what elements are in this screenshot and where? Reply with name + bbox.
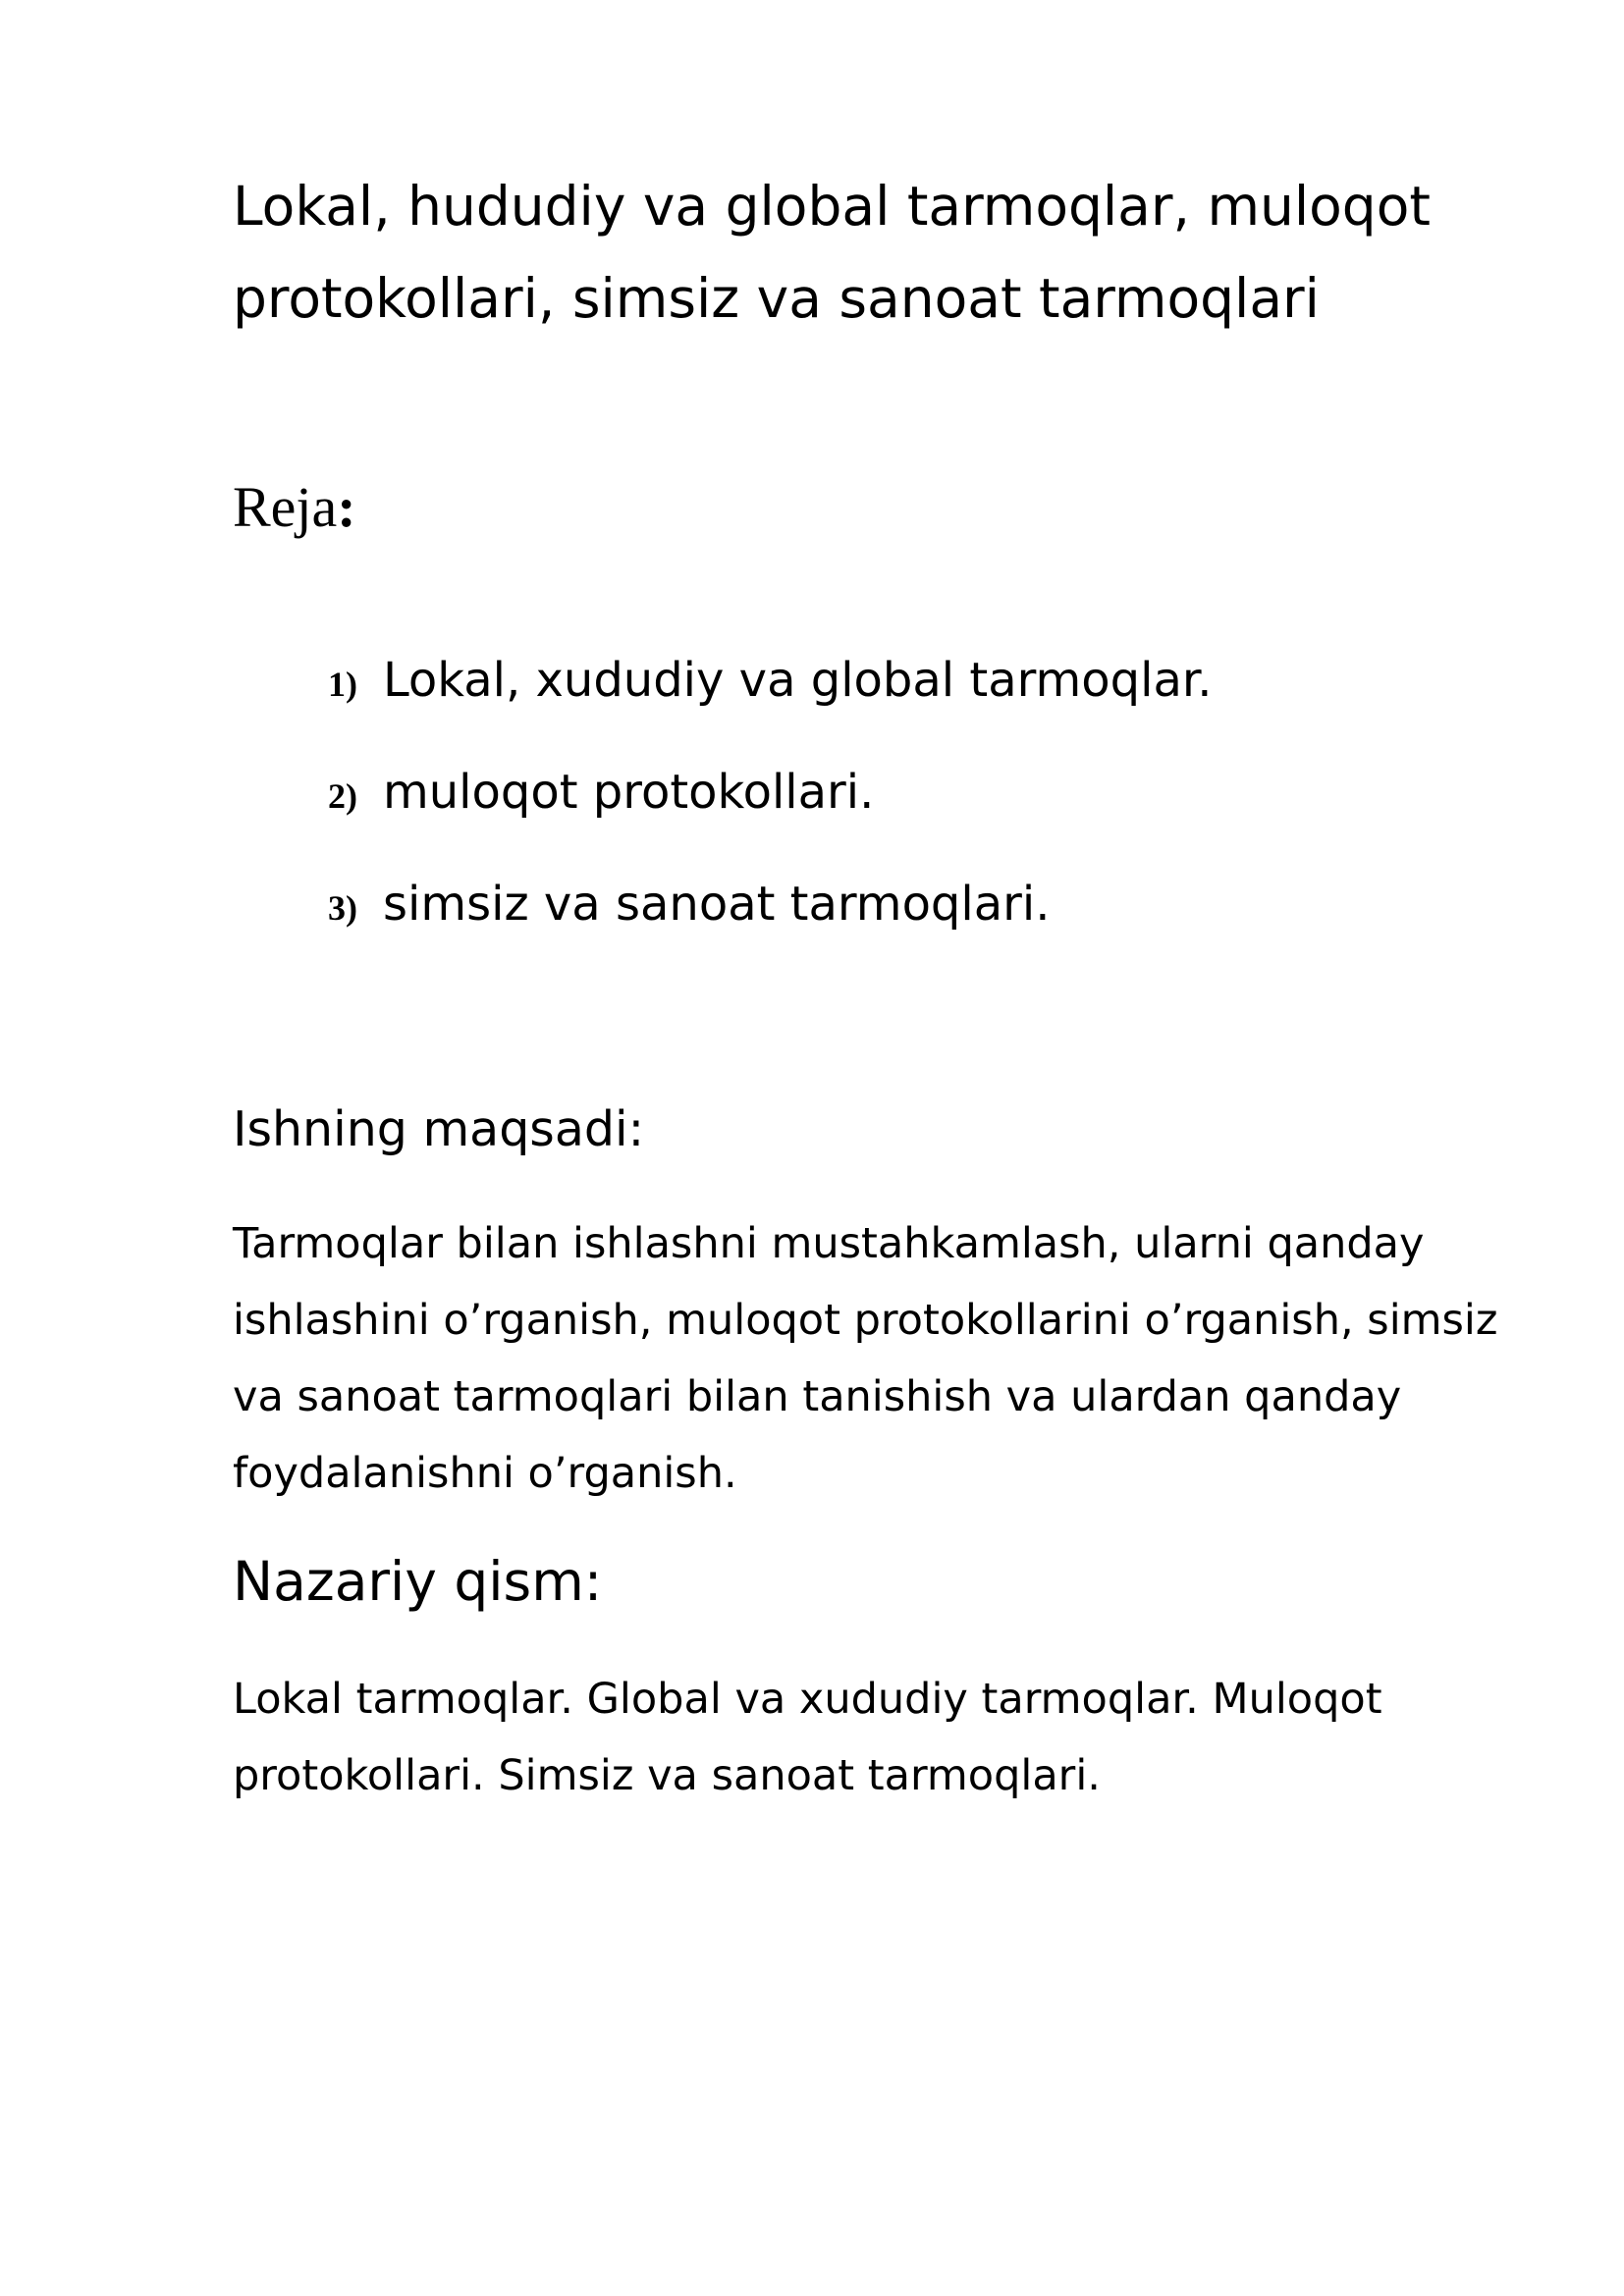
plan-item-2 — [328, 765, 1212, 877]
plan-list — [328, 653, 1212, 988]
purpose-heading: Ishning maqsadi: — [233, 1101, 645, 1157]
plan-item-text: simsiz va sanoat tarmoqlari. — [383, 877, 1051, 932]
plan-item-text: muloqot protokollari. — [383, 765, 875, 820]
plan-item-text: Lokal, xududiy va global tarmoqlar. — [383, 653, 1213, 708]
plan-item-1 — [328, 653, 1212, 765]
plan-item-number: 2) — [328, 776, 357, 816]
purpose-paragraph: Tarmoqlar bilan ishlashni mustahkamlash, ularni qanday ishlashini o’rganish, muloqot protokollarini o’rganish, simsiz va sanoat tarmoqlari bilan tanishish va ulardan qanday foydalanishni o’rganish. — [233, 1219, 1498, 1498]
plan-heading-colon: : — [337, 475, 356, 539]
document-title: Lokal, hududiy va global tarmoqlar, muloqot protokollari, simsiz va sanoat tarmoqlari — [233, 175, 1431, 330]
theory-heading: Nazariy qism: — [233, 1550, 603, 1613]
plan-item-3 — [328, 877, 1212, 988]
theory-paragraph: Lokal tarmoqlar. Global va xududiy tarmoqlar. Muloqot protokollari. Simsiz va sanoat tarmoqlari. — [233, 1675, 1382, 1800]
plan-item-number: 3) — [328, 888, 357, 928]
plan-heading-label: Reja — [233, 475, 338, 539]
plan-heading — [233, 473, 356, 542]
plan-item-number: 1) — [328, 665, 357, 704]
